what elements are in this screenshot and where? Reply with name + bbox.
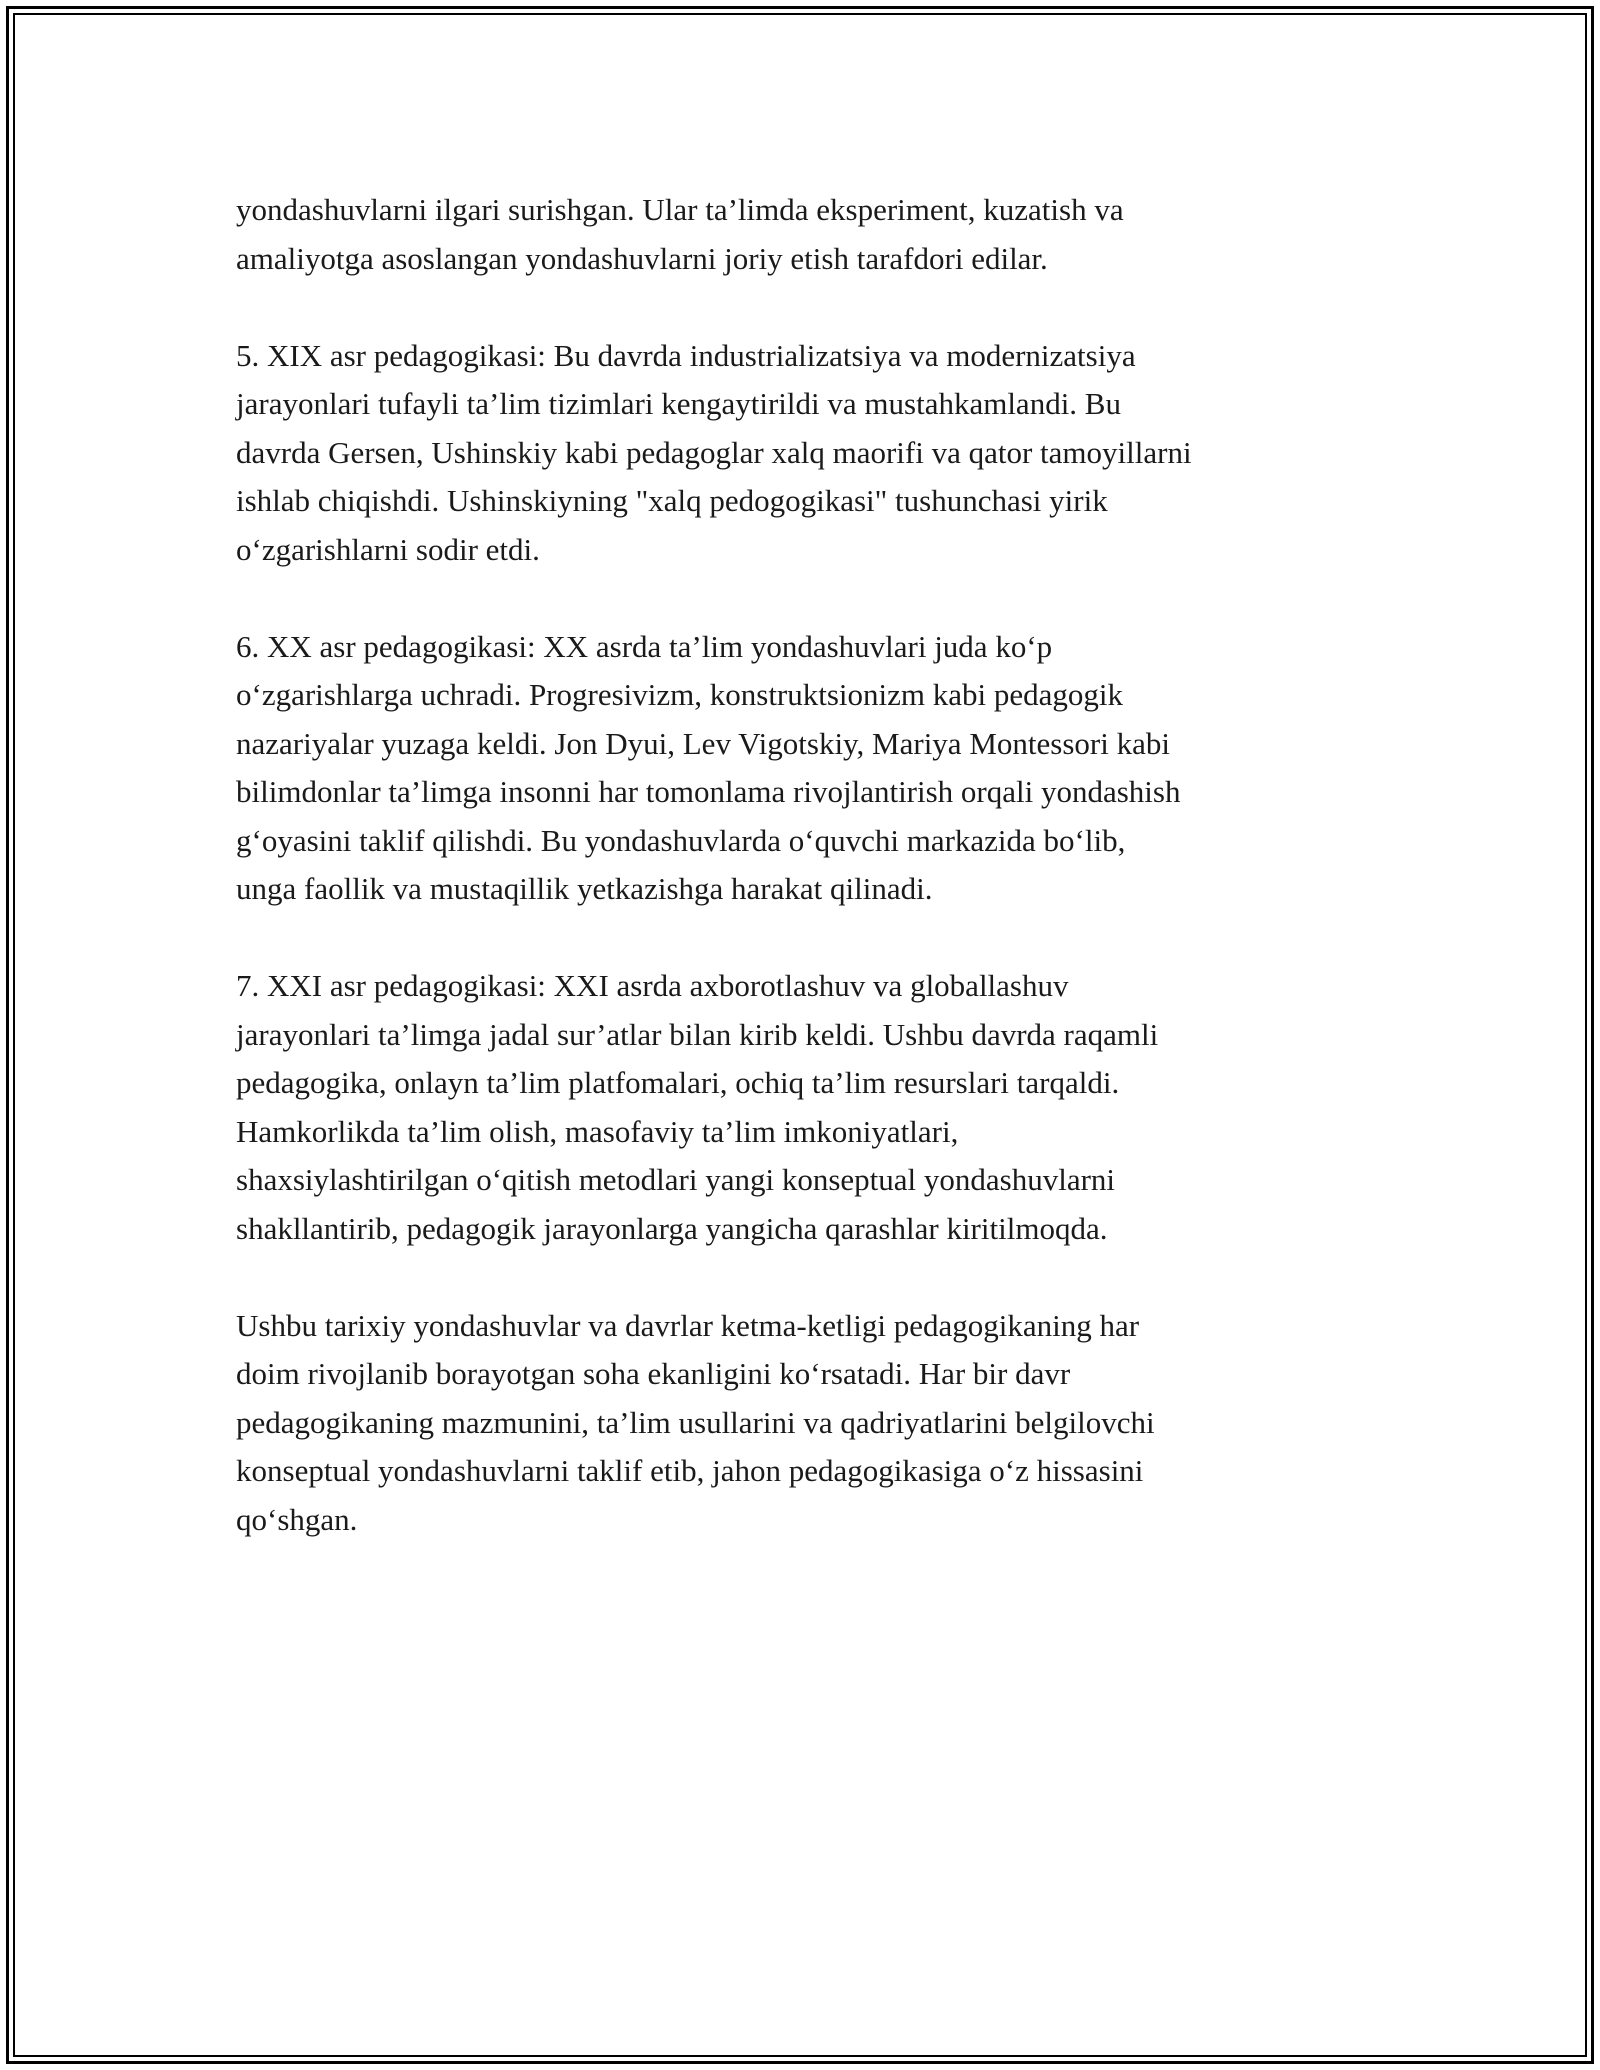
text-line: g‘oyasini taklif qilishdi. Bu yondashuvlarda o‘quvchi markazida bo‘lib, <box>236 822 1126 858</box>
text-line: o‘zgarishlarni sodir etdi. <box>236 531 540 567</box>
text-line: amaliyotga asoslangan yondashuvlarni joriy etish tarafdori edilar. <box>236 240 1048 276</box>
text-line: nazariyalar yuzaga keldi. Jon Dyui, Lev Vigotskiy, Mariya Montessori kabi <box>236 725 1170 761</box>
text-line: 5. XIX asr pedagogikasi: Bu davrda industrializatsiya va modernizatsiya <box>236 337 1136 373</box>
text-line: doim rivojlanib borayotgan soha ekanligini ko‘rsatadi. Har bir davr <box>236 1356 1071 1391</box>
paragraph-intro-continuation <box>236 186 1386 283</box>
text-line: ishlab chiqishdi. Ushinskiyning "xalq pedogogikasi" tushunchasi yirik <box>236 483 1108 518</box>
paragraph-section-7 <box>236 962 1386 1253</box>
text-line: jarayonlari tufayli ta’lim tizimlari kengaytirildi va mustahkamlandi. Bu <box>236 386 1121 421</box>
text-line: 6. XX asr pedagogikasi: XX asrda ta’lim yondashuvlari juda ko‘p <box>236 628 1053 664</box>
text-line: shaxsiylashtirilgan o‘qitish metodlari yangi konseptual yondashuvlarni <box>236 1162 1116 1197</box>
text-line: o‘zgarishlarga uchradi. Progresivizm, konstruktsionizm kabi pedagogik <box>236 677 1124 712</box>
document-body <box>236 186 1386 1593</box>
text-line: davrda Gersen, Ushinskiy kabi pedagoglar xalq maorifi va qator tamoyillarni <box>236 434 1192 470</box>
text-line: pedagogikaning mazmunini, ta’lim usullarini va qadriyatlarini belgilovchi <box>236 1404 1155 1440</box>
text-line: 7. XXI asr pedagogikasi: XXI asrda axborotlashuv va globallashuv <box>236 968 1069 1003</box>
text-line: Hamkorlikda ta’lim olish, masofaviy ta’lim imkoniyatlari, <box>236 1113 959 1149</box>
paragraph-section-5 <box>236 332 1386 575</box>
text-line: qo‘shgan. <box>236 1501 358 1537</box>
text-line: bilimdonlar ta’limga insonni har tomonlama rivojlantirish orqali yondashish <box>236 774 1181 809</box>
paragraph-conclusion <box>236 1302 1386 1545</box>
text-line: jarayonlari ta’limga jadal sur’atlar bilan kirib keldi. Ushbu davrda raqamli <box>236 1016 1159 1052</box>
text-line: yondashuvlarni ilgari surishgan. Ular ta’limda eksperiment, kuzatish va <box>236 192 1124 227</box>
text-line: konseptual yondashuvlarni taklif etib, jahon pedagogikasiga o‘z hissasini <box>236 1453 1144 1488</box>
text-line: pedagogika, onlayn ta’lim platfomalari, ochiq ta’lim resurslari tarqaldi. <box>236 1065 1120 1100</box>
text-line: Ushbu tarixiy yondashuvlar va davrlar ketma-ketligi pedagogikaning har <box>236 1307 1140 1343</box>
text-line: unga faollik va mustaqillik yetkazishga harakat qilinadi. <box>236 871 933 906</box>
paragraph-section-6 <box>236 623 1386 914</box>
text-line: shakllantirib, pedagogik jarayonlarga yangicha qarashlar kiritilmoqda. <box>236 1210 1108 1246</box>
